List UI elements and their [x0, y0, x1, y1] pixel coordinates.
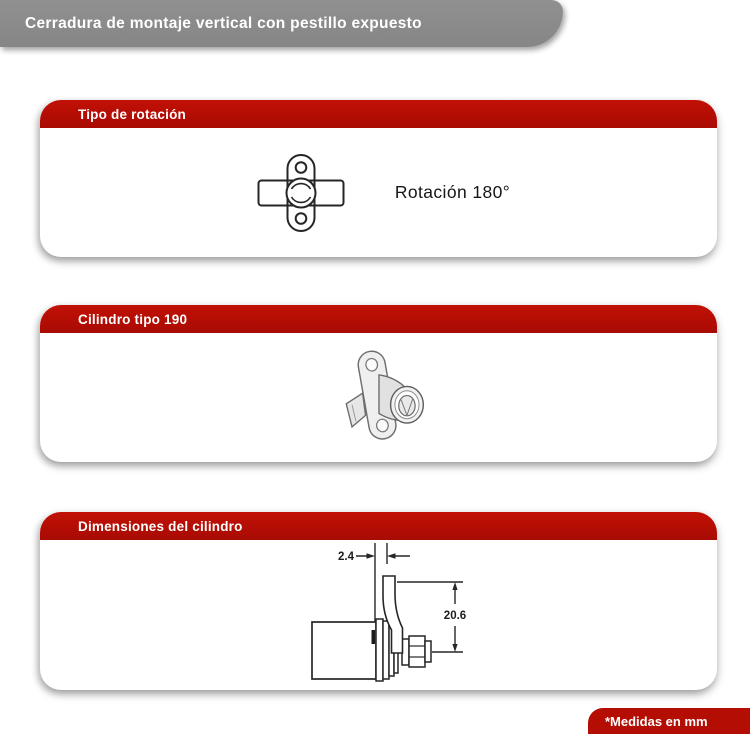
section-cylinder-body — [40, 333, 717, 462]
section-cylinder-type — [40, 305, 717, 462]
section-rotation-title: Tipo de rotación — [78, 106, 186, 122]
section-rotation-type — [40, 100, 717, 257]
section-cylinder-dimensions — [40, 512, 717, 690]
dimension-cam-height-label: 20.6 — [443, 610, 466, 622]
section-dimensions-title: Dimensiones del cilindro — [78, 518, 243, 534]
section-rotation-body — [40, 128, 717, 257]
section-dimensions-header — [40, 512, 717, 540]
page-title: Cerradura de montaje vertical con pestillo expuesto — [25, 14, 422, 32]
section-cylinder-header — [40, 305, 717, 333]
rotation-caption: Rotación 180° — [394, 182, 511, 202]
cylinder-side-dimension-diagram — [303, 540, 475, 690]
section-rotation-header — [40, 100, 717, 128]
cylinder-3d-diagram — [326, 345, 432, 451]
dimension-cam-offset-label: 2.4 — [337, 551, 354, 563]
units-note: *Medidas en mm — [605, 713, 708, 729]
section-dimensions-body — [40, 540, 717, 690]
section-cylinder-title: Cilindro tipo 190 — [78, 311, 188, 327]
lock-front-view-diagram — [247, 138, 377, 248]
page-header — [0, 0, 563, 47]
units-badge — [588, 708, 750, 734]
